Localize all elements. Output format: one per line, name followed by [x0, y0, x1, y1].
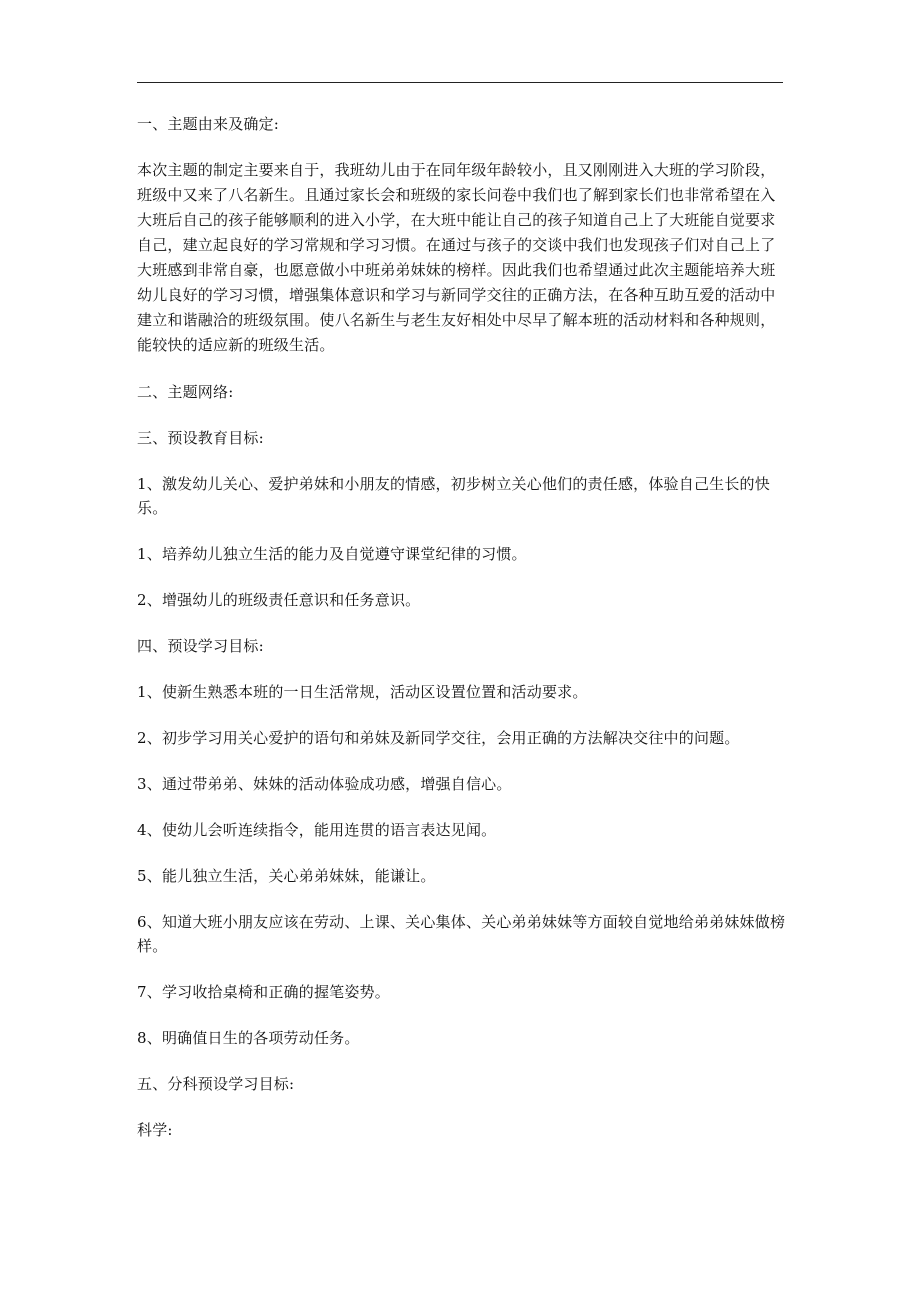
learning-goal-item: 7、学习收拾桌椅和正确的握笔姿势。 [137, 983, 390, 1001]
section-heading-subject-goals: 五、分科预设学习目标: [137, 1075, 295, 1093]
learning-goal-item: 3、通过带弟弟、妹妹的活动体验成功感，增强自信心。 [137, 775, 512, 793]
section-heading-education-goals: 三、预设教育目标: [137, 429, 264, 447]
learning-goal-item: 4、使幼儿会听连续指令，能用连贯的语言表达见闻。 [137, 821, 497, 839]
intro-paragraph: 本次主题的制定主要来自于，我班幼儿由于在同年级年龄较小，且又刚刚进入大班的学习阶段，班级中又来了八名新生。且通过家长会和班级的家长问卷中我们也了解到家长们也非常希望在入大班后自己的孩子能够顺利的进入小学，在大班中能让自己的孩子知道自己上了大班能自觉要求自己，建立起良好的学习常规和学习习惯。在通过与孩子的交谈中我们也发现孩子们对自己上了大班感到非常自豪，也愿意做小中班弟弟妹妹的榜样。因此我们也希望通过此次主题能培养大班幼儿良好的学习习惯，增强集体意识和学习与新同学交往的正确方法，在各种互助互爱的活动中建立和谐融洽的班级氛围。使八名新生与老生友好相处中尽早了解本班的活动材料和各种规则，能较快的适应新的班级生活。 [137, 161, 776, 354]
document-body [137, 112, 787, 1164]
section-heading-network: 二、主题网络: [137, 383, 234, 401]
learning-goal-item: 5、能儿独立生活，关心弟弟妹妹，能谦让。 [137, 867, 436, 885]
section-heading-learning-goals: 四、预设学习目标: [137, 637, 264, 655]
header-rule [137, 82, 783, 83]
education-goal-item: 2、增强幼儿的班级责任意识和任务意识。 [137, 591, 421, 609]
education-goal-item: 1、培养幼儿独立生活的能力及自觉遵守课堂纪律的习惯。 [137, 545, 527, 563]
learning-goal-item: 6、知道大班小朋友应该在劳动、上课、关心集体、关心弟弟妹妹等方面较自觉地给弟弟妹妹做榜样。 [137, 913, 786, 955]
section-heading-origin: 一、主题由来及确定: [137, 115, 280, 133]
education-goal-item: 1、激发幼儿关心、爱护弟妹和小朋友的情感，初步树立关心他们的责任感，体验自己生长的快乐。 [137, 475, 770, 517]
subject-heading-science: 科学: [137, 1121, 173, 1139]
learning-goal-item: 1、使新生熟悉本班的一日生活常规，活动区设置位置和活动要求。 [137, 683, 588, 701]
learning-goal-item: 2、初步学习用关心爱护的语句和弟妹及新同学交往，会用正确的方法解决交往中的问题。 [137, 729, 740, 747]
learning-goal-item: 8、明确值日生的各项劳动任务。 [137, 1029, 360, 1047]
